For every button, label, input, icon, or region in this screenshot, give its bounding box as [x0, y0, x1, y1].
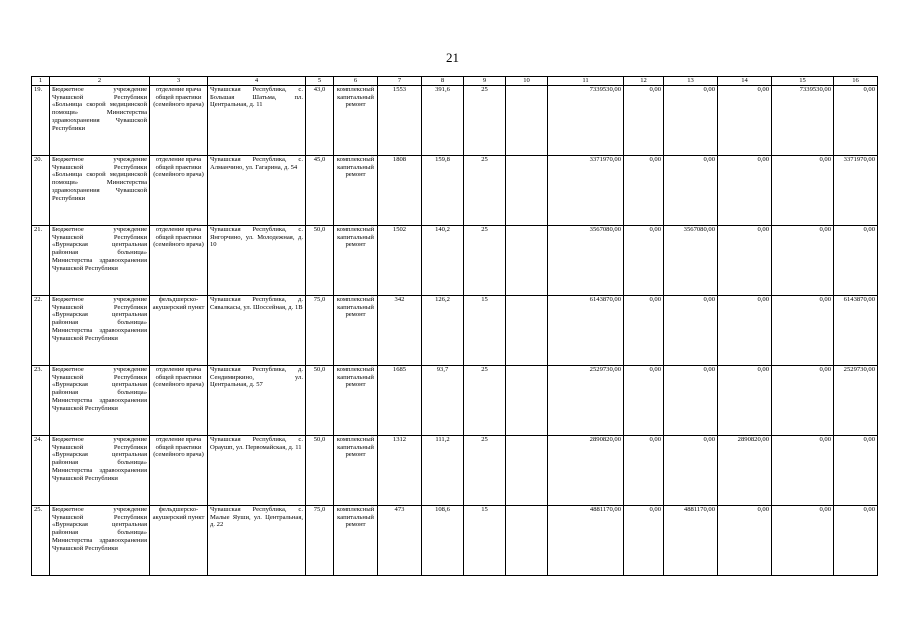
department-type: фельдшерско-акушерский пункт: [150, 296, 208, 366]
cell-col-9: 15: [464, 296, 506, 366]
cell-col-9: 25: [464, 156, 506, 226]
repair-type: комплексный капитальный ремонт: [334, 506, 378, 576]
amount-total: 6143870,00: [548, 296, 624, 366]
row-number: 23.: [32, 366, 50, 436]
address: Чувашская Республика, с. Большая Шатьма, пл. Центральная, д. 11: [208, 86, 306, 156]
cell-col-7: 1553: [378, 86, 422, 156]
amount-col-13: 0,00: [664, 86, 718, 156]
amount-col-12: 0,00: [624, 296, 664, 366]
amount-col-15: 0,00: [772, 366, 834, 436]
amount-col-16: 0,00: [834, 226, 878, 296]
cell-col-9: 15: [464, 506, 506, 576]
institution-name: Бюджетное учреждение Чувашской Республики «Вурнарская центральная районная больница» Министерства здравоохранения Чувашской Республики: [50, 296, 150, 366]
cell-col-7: 1685: [378, 366, 422, 436]
cell-col-8: 159,8: [422, 156, 464, 226]
amount-col-13: 0,00: [664, 156, 718, 226]
table-body: [32, 86, 878, 576]
department-type: отделение врача общей практики (семейного врача): [150, 156, 208, 226]
amount-col-12: 0,00: [624, 226, 664, 296]
institution-name: Бюджетное учреждение Чувашской Республики «Вурнарская центральная районная больница» Министерства здравоохранения Чувашской Республики: [50, 436, 150, 506]
table-row: [32, 226, 878, 296]
amount-col-15: 7339530,00: [772, 86, 834, 156]
cell-col-10: [506, 506, 548, 576]
table-row: [32, 86, 878, 156]
cell-col-8: 126,2: [422, 296, 464, 366]
column-header-2: 2: [50, 77, 150, 86]
repair-type: комплексный капитальный ремонт: [334, 156, 378, 226]
cell-col-10: [506, 86, 548, 156]
column-header-3: 3: [150, 77, 208, 86]
amount-col-16: 0,00: [834, 436, 878, 506]
column-header-5: 5: [306, 77, 334, 86]
amount-col-13: 0,00: [664, 366, 718, 436]
department-type: фельдшерско-акушерский пункт: [150, 506, 208, 576]
repair-type: комплексный капитальный ремонт: [334, 86, 378, 156]
amount-col-13: 3567080,00: [664, 226, 718, 296]
row-number: 21.: [32, 226, 50, 296]
row-number: 19.: [32, 86, 50, 156]
amount-col-16: 2529730,00: [834, 366, 878, 436]
amount-col-14: 0,00: [718, 86, 772, 156]
cell-col-8: 108,6: [422, 506, 464, 576]
column-header-16: 16: [834, 77, 878, 86]
amount-col-13: 0,00: [664, 296, 718, 366]
address: Чувашская Республика, д. Сендимиркино, ул. Центральная, д. 57: [208, 366, 306, 436]
table-row: [32, 506, 878, 576]
address: Чувашская Республика, с. Малые Яуши, ул. Центральная, д. 22: [208, 506, 306, 576]
cell-col-5: 50,0: [306, 436, 334, 506]
cell-col-8: 93,7: [422, 366, 464, 436]
amount-col-13: 0,00: [664, 436, 718, 506]
column-header-1: 1: [32, 77, 50, 86]
cell-col-7: 473: [378, 506, 422, 576]
department-type: отделение врача общей практики (семейного врача): [150, 226, 208, 296]
table-row: [32, 366, 878, 436]
column-header-8: 8: [422, 77, 464, 86]
repair-type: комплексный капитальный ремонт: [334, 226, 378, 296]
amount-col-15: 0,00: [772, 156, 834, 226]
institution-name: Бюджетное учреждение Чувашской Республики «Больница скорой медицинской помощи» Министерства здравоохранения Чувашской Республики: [50, 86, 150, 156]
cell-col-10: [506, 296, 548, 366]
cell-col-8: 140,2: [422, 226, 464, 296]
cell-col-9: 25: [464, 366, 506, 436]
column-header-11: 11: [548, 77, 624, 86]
amount-total: 2529730,00: [548, 366, 624, 436]
institution-name: Бюджетное учреждение Чувашской Республики «Вурнарская центральная районная больница» Министерства здравоохранения Чувашской Республики: [50, 506, 150, 576]
column-header-13: 13: [664, 77, 718, 86]
cell-col-5: 43,0: [306, 86, 334, 156]
address: Чувашская Республика, с. Ораушп, ул. Первомайская, д. 11: [208, 436, 306, 506]
repair-type: комплексный капитальный ремонт: [334, 436, 378, 506]
amount-col-16: 0,00: [834, 506, 878, 576]
cell-col-7: 342: [378, 296, 422, 366]
cell-col-10: [506, 366, 548, 436]
cell-col-10: [506, 156, 548, 226]
cell-col-10: [506, 226, 548, 296]
department-type: отделение врача общей практики (семейного врача): [150, 366, 208, 436]
row-number: 24.: [32, 436, 50, 506]
row-number: 25.: [32, 506, 50, 576]
cell-col-7: 1502: [378, 226, 422, 296]
cell-col-7: 1808: [378, 156, 422, 226]
table-row: [32, 436, 878, 506]
amount-col-16: 3371970,00: [834, 156, 878, 226]
column-number-row: [32, 77, 878, 86]
amount-col-14: 0,00: [718, 506, 772, 576]
institution-name: Бюджетное учреждение Чувашской Республики «Вурнарская центральная районная больница» Министерства здравоохранения Чувашской Республики: [50, 226, 150, 296]
column-header-9: 9: [464, 77, 506, 86]
amount-col-15: 0,00: [772, 296, 834, 366]
repair-program-table: [31, 76, 878, 576]
amount-col-14: 0,00: [718, 156, 772, 226]
amount-col-15: 0,00: [772, 226, 834, 296]
department-type: отделение врача общей практики (семейного врача): [150, 86, 208, 156]
column-header-12: 12: [624, 77, 664, 86]
repair-type: комплексный капитальный ремонт: [334, 366, 378, 436]
amount-total: 4881170,00: [548, 506, 624, 576]
amount-col-14: 0,00: [718, 296, 772, 366]
amount-col-12: 0,00: [624, 506, 664, 576]
page-number: 21: [446, 50, 459, 65]
institution-name: Бюджетное учреждение Чувашской Республики «Больница скорой медицинской помощи» Министерства здравоохранения Чувашской Республики: [50, 156, 150, 226]
amount-col-14: 0,00: [718, 366, 772, 436]
cell-col-8: 391,6: [422, 86, 464, 156]
amount-col-15: 0,00: [772, 506, 834, 576]
amount-col-12: 0,00: [624, 156, 664, 226]
row-number: 22.: [32, 296, 50, 366]
address: Чувашская Республика, д. Сявалкасы, ул. Шоссейная, д. 1В: [208, 296, 306, 366]
amount-col-14: 2890820,00: [718, 436, 772, 506]
cell-col-7: 1312: [378, 436, 422, 506]
address: Чувашская Республика, с. Янгорчино, ул. Молодежная, д. 10: [208, 226, 306, 296]
table-row: [32, 296, 878, 366]
cell-col-9: 25: [464, 226, 506, 296]
amount-col-12: 0,00: [624, 366, 664, 436]
cell-col-10: [506, 436, 548, 506]
column-header-10: 10: [506, 77, 548, 86]
amount-total: 2890820,00: [548, 436, 624, 506]
column-header-6: 6: [334, 77, 378, 86]
column-header-15: 15: [772, 77, 834, 86]
institution-name: Бюджетное учреждение Чувашской Республики «Вурнарская центральная районная больница» Министерства здравоохранения Чувашской Республики: [50, 366, 150, 436]
column-header-7: 7: [378, 77, 422, 86]
amount-col-12: 0,00: [624, 436, 664, 506]
row-number: 20.: [32, 156, 50, 226]
amount-col-13: 4881170,00: [664, 506, 718, 576]
column-header-14: 14: [718, 77, 772, 86]
cell-col-9: 25: [464, 86, 506, 156]
amount-col-12: 0,00: [624, 86, 664, 156]
amount-col-16: 6143870,00: [834, 296, 878, 366]
amount-total: 3371970,00: [548, 156, 624, 226]
amount-total: 3567080,00: [548, 226, 624, 296]
amount-col-15: 0,00: [772, 436, 834, 506]
cell-col-5: 75,0: [306, 506, 334, 576]
department-type: отделение врача общей практики (семейного врача): [150, 436, 208, 506]
cell-col-5: 75,0: [306, 296, 334, 366]
table-row: [32, 156, 878, 226]
amount-total: 7339530,00: [548, 86, 624, 156]
repair-type: комплексный капитальный ремонт: [334, 296, 378, 366]
cell-col-5: 50,0: [306, 226, 334, 296]
cell-col-5: 50,0: [306, 366, 334, 436]
cell-col-8: 111,2: [422, 436, 464, 506]
amount-col-16: 0,00: [834, 86, 878, 156]
amount-col-14: 0,00: [718, 226, 772, 296]
column-header-4: 4: [208, 77, 306, 86]
cell-col-5: 45,0: [306, 156, 334, 226]
cell-col-9: 25: [464, 436, 506, 506]
address: Чувашская Республика, с. Алманчино, ул. Гагарина, д. 54: [208, 156, 306, 226]
